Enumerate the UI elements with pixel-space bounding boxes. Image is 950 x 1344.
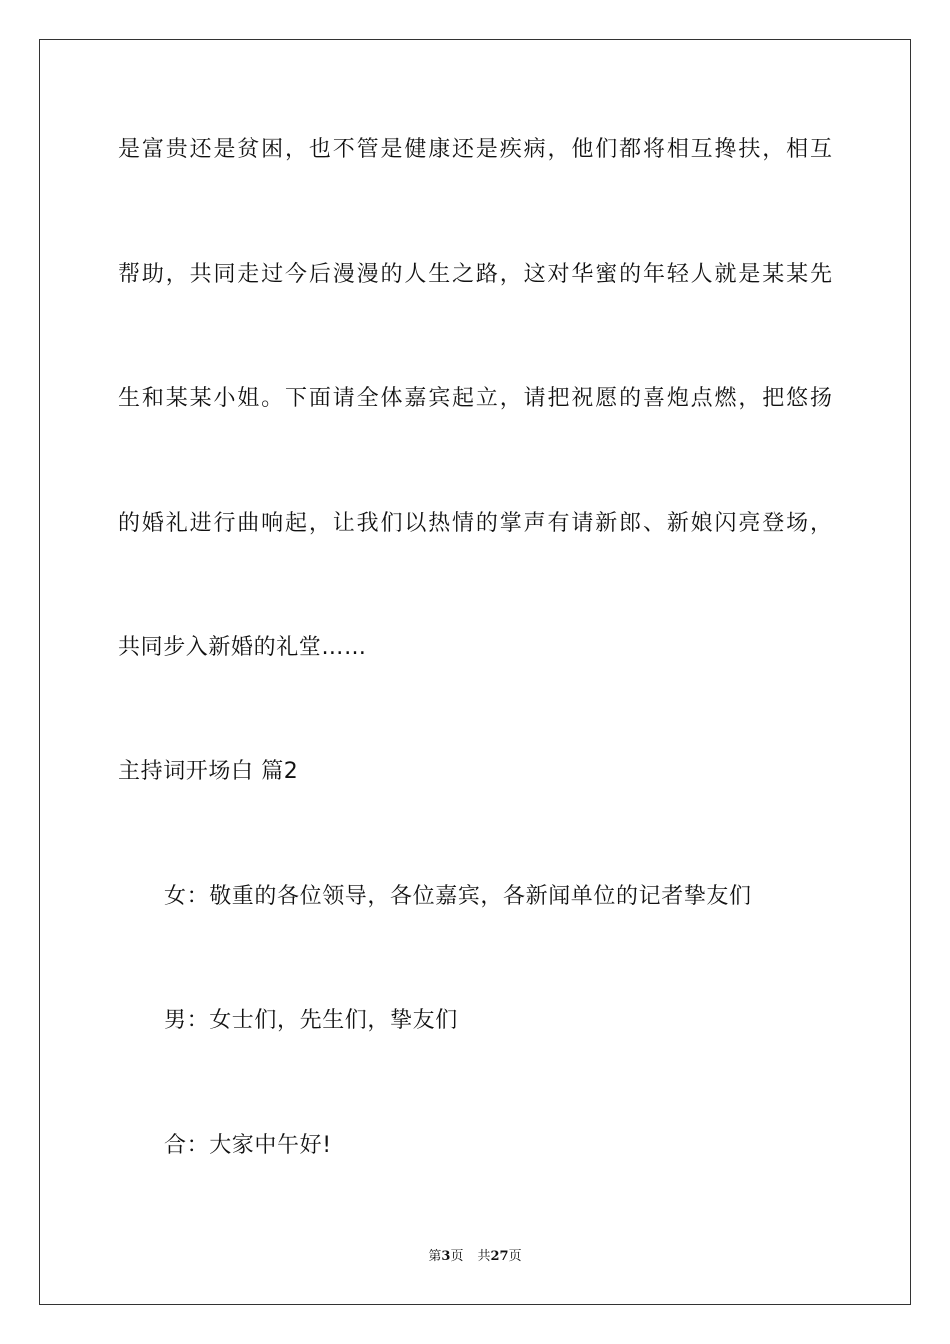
- paragraph-line-4: 的婚礼进行曲响起，让我们以热情的掌声有请新郎、新娘闪亮登场，: [118, 511, 832, 536]
- paragraph-line-1: 是富贵还是贫困，也不管是健康还是疾病，他们都将相互搀扶，相互: [118, 137, 832, 162]
- page-frame: [39, 39, 911, 1305]
- paragraph-line-3: 生和某某小姐。下面请全体嘉宾起立，请把祝愿的喜炮点燃，把悠扬: [118, 386, 832, 411]
- paragraph-line-5: 共同步入新婚的礼堂……: [118, 635, 367, 660]
- page-footer: [0, 1248, 950, 1266]
- total-prefix: 共: [477, 1249, 491, 1264]
- section-heading: 主持词开场白 篇2: [118, 759, 299, 784]
- page-number: 3: [441, 1249, 451, 1264]
- paragraph-line-2: 帮助，共同走过今后漫漫的人生之路，这对华蜜的年轻人就是某某先: [118, 262, 832, 287]
- dialogue-line-female: 女：敬重的各位领导，各位嘉宾，各新闻单位的记者挚友们: [164, 884, 752, 909]
- page-prefix: 第: [428, 1249, 442, 1264]
- total-suffix: 页: [508, 1249, 522, 1264]
- total-pages: 27: [490, 1249, 509, 1264]
- dialogue-line-together: 合：大家中午好!: [164, 1133, 332, 1158]
- page-suffix: 页: [450, 1249, 464, 1264]
- dialogue-line-male: 男：女士们，先生们，挚友们: [164, 1008, 458, 1033]
